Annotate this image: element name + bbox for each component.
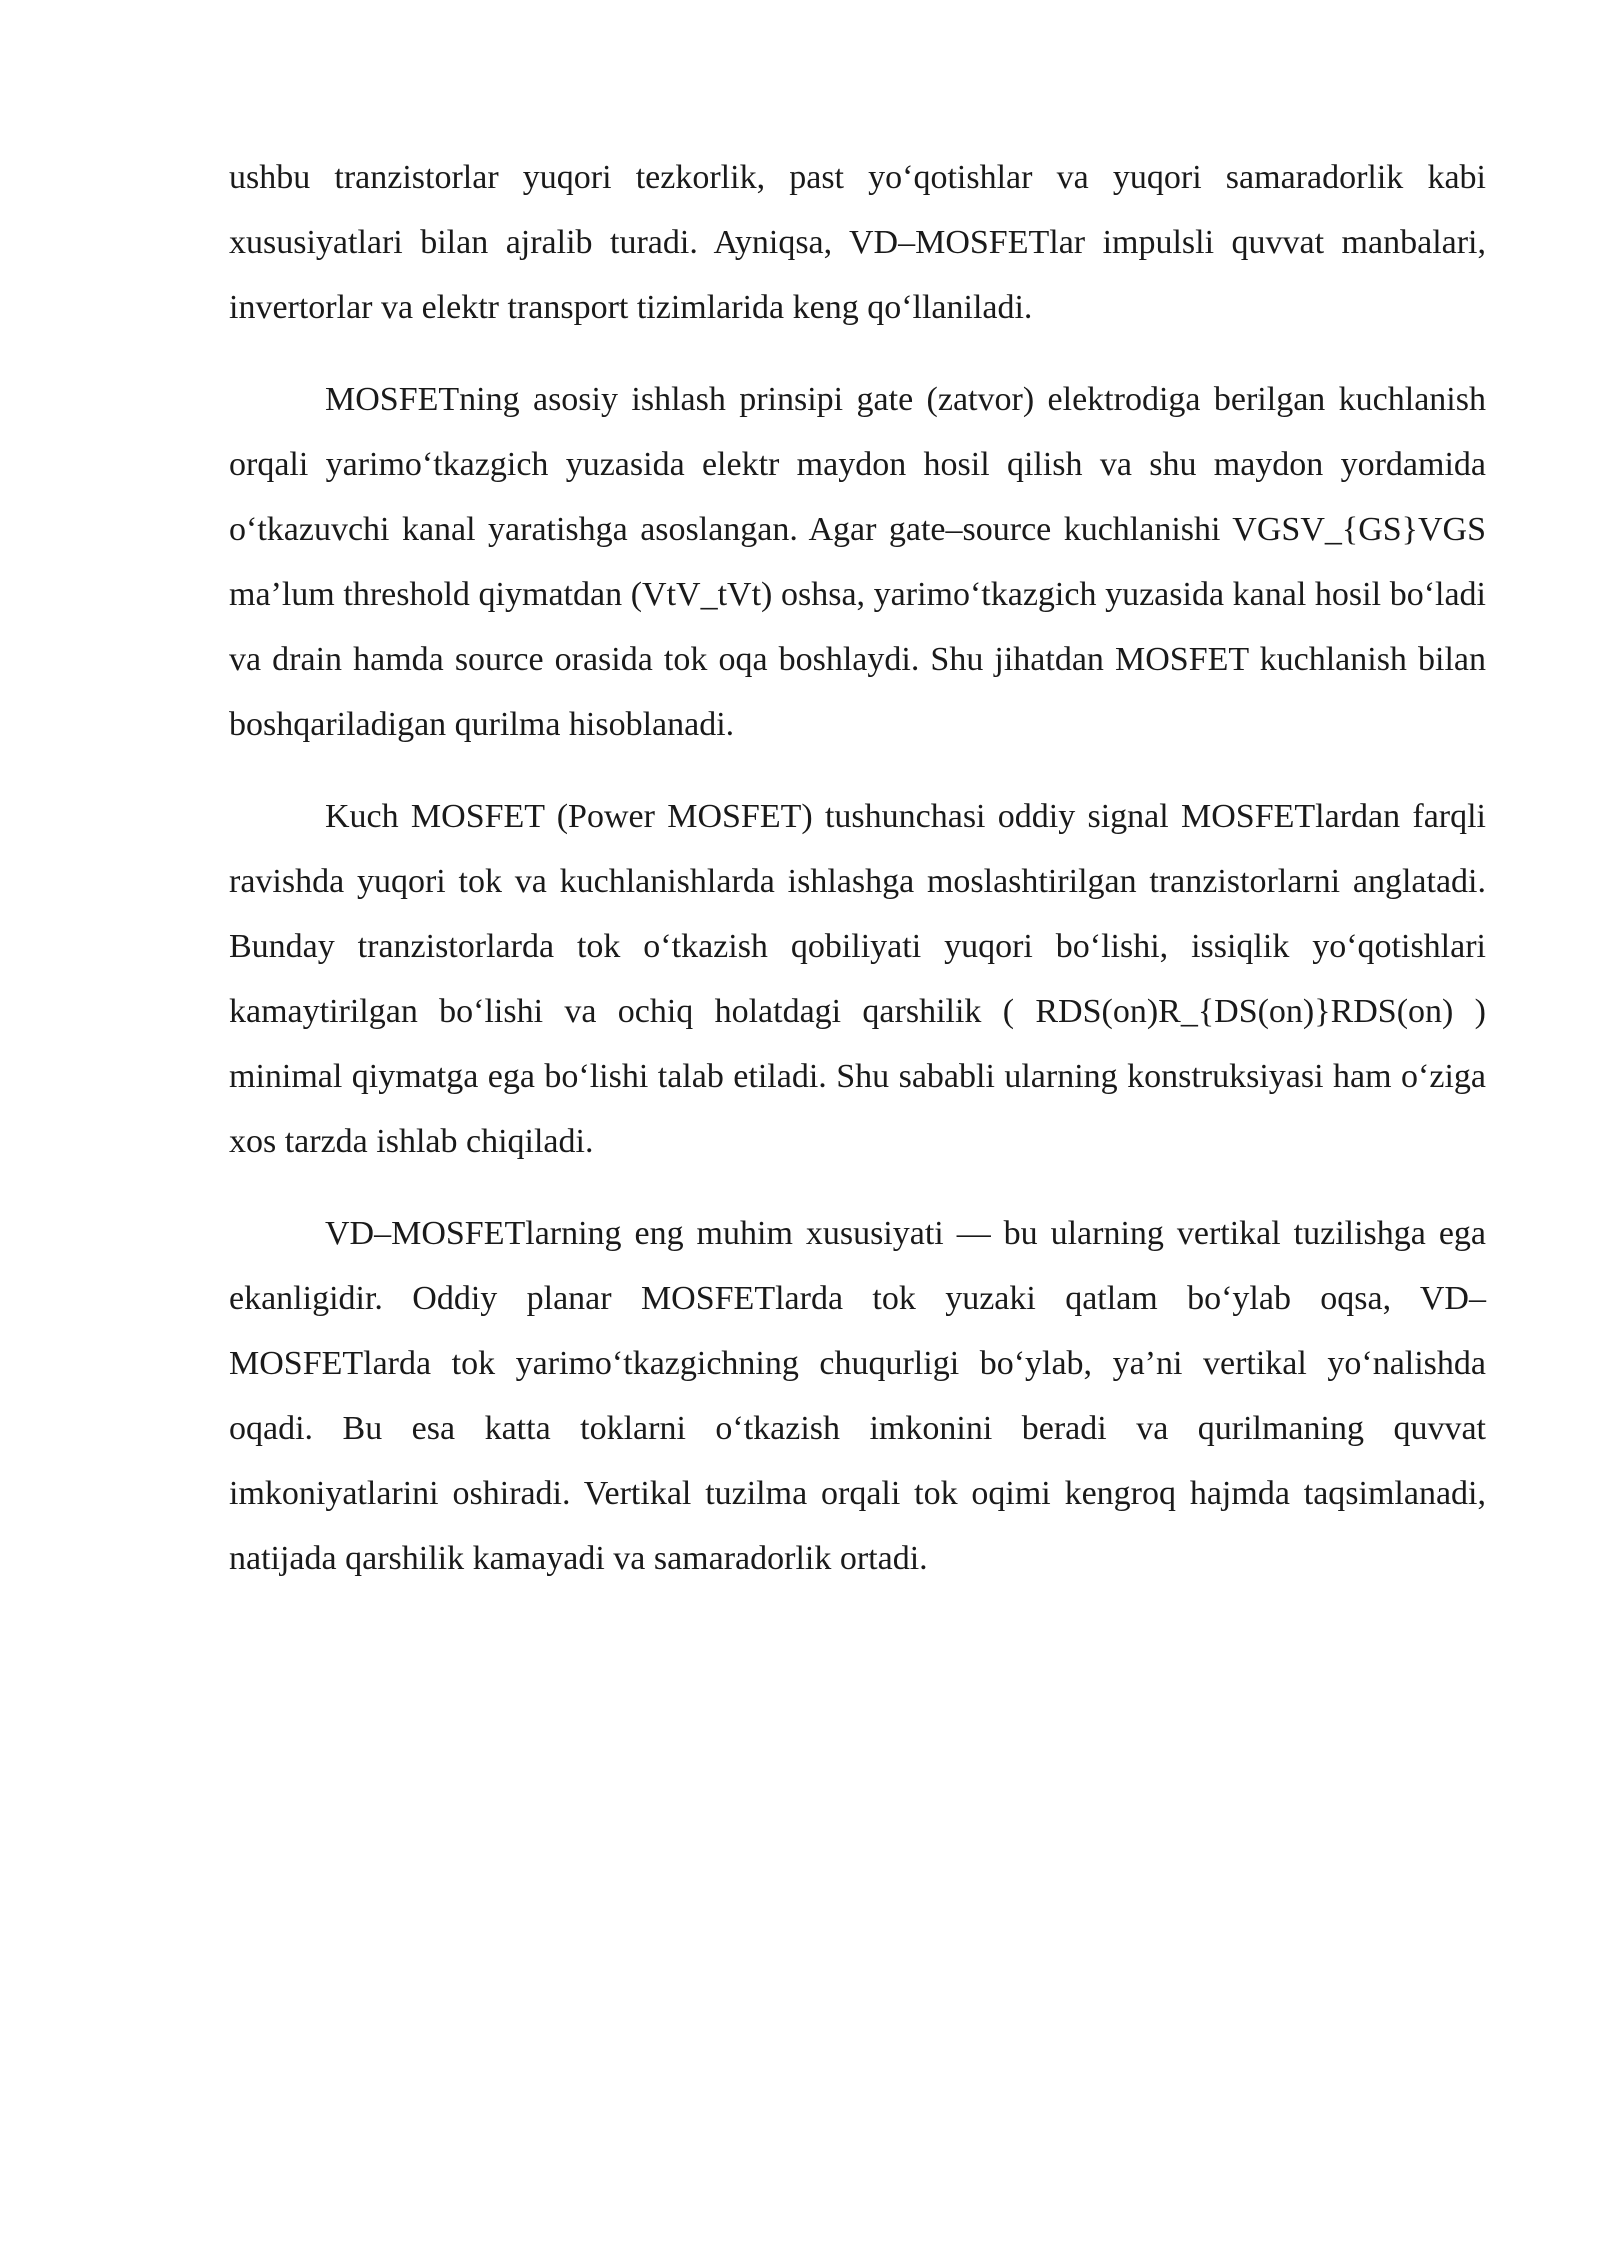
paragraph-mosfet-principle: MOSFETning asosiy ishlash prinsipi gate (zatvor) elektrodiga berilgan kuchlanish orqali yarimo‘tkazgich yuzasida elektr maydon hosil qilish va shu maydon yordamida o‘tkazuvchi kanal yaratishga asoslangan. Agar gate–source kuchlanishi VGSV_{GS}VGS ma’lum threshold qiymatdan (VtV_tVt) oshsa, yarimo‘tkazgich yuzasida kanal hosil bo‘ladi va drain hamda source orasida tok oqa boshlaydi. Shu jihatdan MOSFET kuchlanish bilan boshqariladigan qurilma hisoblanadi. xyxy=(229,381,1486,743)
document-body xyxy=(229,145,1486,1618)
paragraph-vd-mosfet-structure: VD–MOSFETlarning eng muhim xususiyati — bu ularning vertikal tuzilishga ega ekanligidir. Oddiy planar MOSFETlarda tok yuzaki qatlam bo‘ylab oqsa, VD–MOSFETlarda tok yarimo‘tkazgichning chuqurligi bo‘ylab, ya’ni vertikal yo‘nalishda oqadi. Bu esa katta toklarni o‘tkazish imkonini beradi va qurilmaning quvvat imkoniyatlarini oshiradi. Vertikal tuzilma orqali tok oqimi kengroq hajmda taqsimlanadi, natijada qarshilik kamayadi va samaradorlik ortadi. xyxy=(229,1215,1486,1577)
paragraph-power-mosfet: Kuch MOSFET (Power MOSFET) tushunchasi oddiy signal MOSFETlardan farqli ravishda yuqori tok va kuchlanishlarda ishlashga moslashtirilgan tranzistorlarni anglatadi. Bunday tranzistorlarda tok o‘tkazish qobiliyati yuqori bo‘lishi, issiqlik yo‘qotishlari kamaytirilgan bo‘lishi va ochiq holatdagi qarshilik ( RDS(on)R_{DS(on)}RDS(on) ) minimal qiymatga ega bo‘lishi talab etiladi. Shu sababli ularning konstruksiyasi ham o‘ziga xos tarzda ishlab chiqiladi. xyxy=(229,798,1486,1160)
paragraph-continuation: ushbu tranzistorlar yuqori tezkorlik, past yo‘qotishlar va yuqori samaradorlik kabi xususiyatlari bilan ajralib turadi. Ayniqsa, VD–MOSFETlar impulsli quvvat manbalari, invertorlar va elektr transport tizimlarida keng qo‘llaniladi. xyxy=(229,159,1486,326)
